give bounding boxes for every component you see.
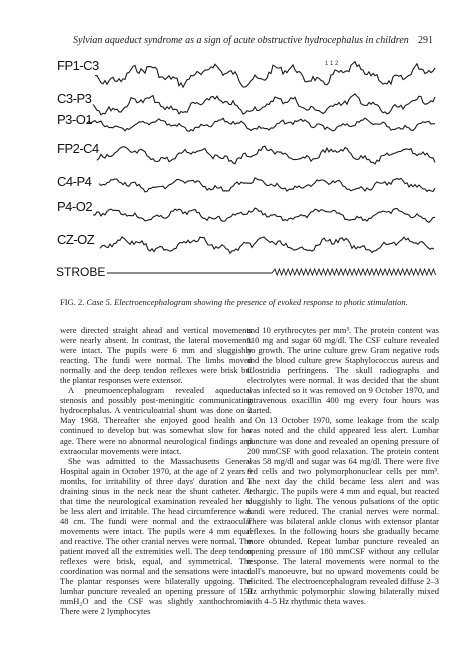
eeg-trace: [95, 62, 435, 87]
eeg-figure: [55, 55, 440, 295]
figure-caption: [60, 297, 440, 307]
stimulus-marker: 1 1 2: [325, 61, 339, 67]
figure-number: FIG. 2.: [60, 297, 85, 307]
eeg-trace: [99, 178, 435, 192]
caption-text: Case 5. Electroencephalogram showing the presence of evoked response to photic stimulation.: [86, 297, 408, 307]
right-paragraph-2: On 13 October 1970, some leakage from the scalp was noted and the child appeared less alert. Lumbar puncture was done and revealed an opening pressure of 200 mmCSF with good relaxation. The protein content was 58 mg/dl and sugar was 64 mg/dl. There were five red cells and two polymorphonuclear cells per mm³. The next day the child became less alert and was lethargic. The pupils were 4 mm and equal, but reacted sluggishly to light. The venous pulsations of the optic fundi were reduced. The cranial nerves were normal. There was bilateral ankle clonus with extensor plantar reflexes. In the following hours she gradually became more obtunded. Repeat lumbar puncture revealed an opening pressure of 180 mmCSF without any cellular response. The lateral movements were normal to the doll's manoeuvre, but no upward movements could be elicited. The electroencephalogram revealed diffuse 2–3 Hz arrhythmic polymorphic slowing bilaterally mixed with 4–5 Hz rhythmic theta waves.: [247, 415, 439, 607]
running-header: [55, 35, 435, 49]
left-column: [60, 325, 252, 616]
channel-label-fp2-c4: FP2-C4: [57, 141, 99, 156]
channel-label-c3-p3: C3-P3: [57, 91, 92, 106]
eeg-trace: [87, 118, 435, 131]
eeg-trace: [97, 146, 435, 164]
right-column: [247, 325, 439, 606]
strobe-trace: [107, 269, 436, 275]
eeg-trace: [93, 208, 435, 222]
strobe-label: STROBE: [56, 265, 106, 279]
channel-label-p4-o2: P4-O2: [57, 199, 93, 214]
channel-label-fp1-c3: FP1-C3: [57, 58, 99, 73]
left-paragraph-1: were directed straight ahead and vertical movements were nearly absent. In contrast, the lateral movements were intact. The pupils were 6 mm and sluggishly reacting. The fundi were normal. The limbs moved normally and the deep tendon reflexes were brisk but the plantar responses were extensor.: [60, 325, 252, 386]
eeg-trace: [93, 94, 435, 115]
channel-label-cz-oz: CZ-OZ: [57, 232, 95, 247]
channel-label-c4-p4: C4-P4: [57, 174, 92, 189]
page-number: 291: [418, 35, 433, 46]
left-paragraph-2: A pneumoencephalogram revealed aqueductal stenosis and possibly post-meningitic communicating hydrocephalus. A ventriculoatrial shunt was done on 2 May 1968. Thereafter she enjoyed good health and continued to develop but was somewhat slow for her age. There were no abnormal neurological findings and extraocular movements were intact.: [60, 385, 252, 456]
eeg-traces: [55, 55, 440, 295]
running-title: Sylvian aqueduct syndrome as a sign of acute obstructive hydrocephalus in children: [73, 35, 409, 46]
channel-label-p3-o1: P3-O1: [57, 112, 93, 127]
left-paragraph-3: She was admitted to the Massachusetts General Hospital again in October 1970, at the age of 2 years 9 months, for irritability of three days' duration and a draining sinus in the neck near the shunt catheter. At that time the neurological examination revealed her to be less alert and irritable. The head circumference was 48 cm. The fundi were normal and the extraocular movements were intact. The pupils were 4 mm equal and reactive. The other cranial nerves were normal. The patient moved all the extremities well. The deep tendon reflexes were brisk, equal, and symmetrical. The coordination was normal and the sensations were intact. The plantar responses were bilaterally upgoing. The lumbar puncture revealed an opening pressure of 150 mmH₂O and the CSF was slightly xanthochromic. There were 2 lymphocytes: [60, 455, 252, 617]
right-paragraph-1: and 10 erythrocytes per mm³. The protein content was 110 mg and sugar 60 mg/dl. The CSF culture revealed no growth. The urine culture grew Gram negative rods and the blood culture grew Staphylococcus aureus and Clostridia perfringens. The skull radiographs and electrolytes were normal. It was decided that the shunt was infected so it was removed on 9 October 1970, and intravenous oxacillin 400 mg every four hours was started.: [247, 325, 439, 416]
eeg-trace: [100, 237, 434, 253]
